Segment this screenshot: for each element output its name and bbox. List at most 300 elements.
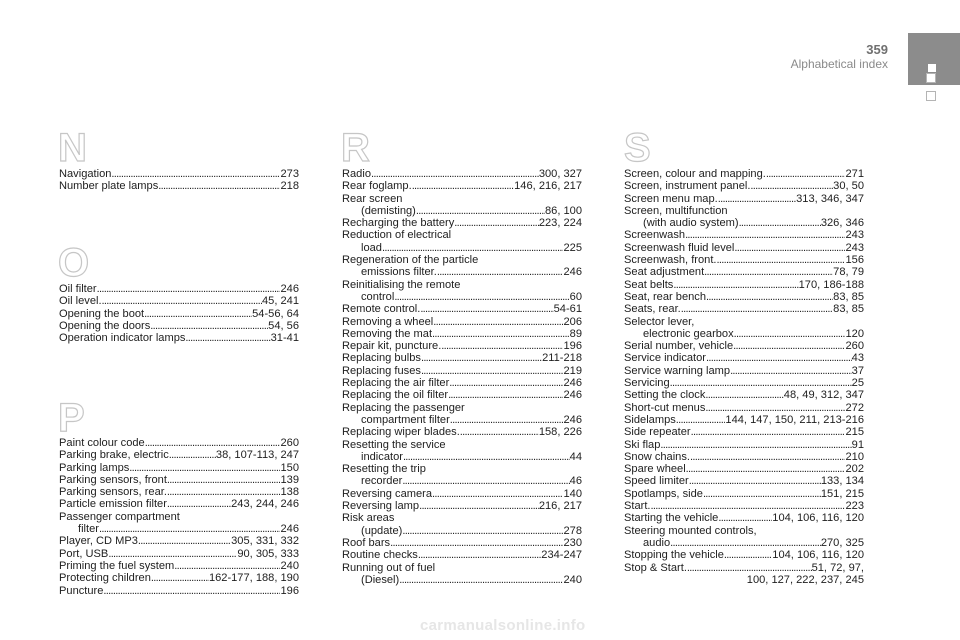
index-entry-pages: 45, 241 [261,295,299,308]
leader-dots [169,449,216,461]
index-entry [624,451,864,463]
index-entry-text: Replacing the passenger [342,401,465,414]
index-entry [59,332,299,344]
leader-dots [151,572,209,584]
index-entry [624,562,864,574]
index-entry-pages: 83, 85 [833,290,864,303]
leader-dots [145,437,281,449]
index-entry-pages: 246 [563,413,582,426]
index-entry-pages: 246 [280,283,299,295]
index-entry-pages: 230 [563,536,582,549]
index-entry [342,574,582,586]
leader-dots [167,474,281,486]
leader-dots [390,537,563,549]
index-entry [624,180,864,192]
index-entry-text: Service warning lamp [624,364,731,377]
index-entry-pages: 38, 107-113, 247 [215,449,299,462]
index-entry-text: Seats, rear. [624,303,681,316]
leader-dots [144,308,252,320]
index-entry-text: Sidelamps [624,413,676,426]
index-entry [342,242,582,254]
index-entry [342,402,582,414]
leader-dots [111,168,280,180]
leader-dots [676,414,726,426]
index-entry [342,180,582,192]
index-entry-pages: 90, 305, 333 [237,547,299,560]
index-entry-pages: 60 [569,290,582,303]
index-entry-text: Replacing the air filter [342,377,450,390]
index-entry-pages: 104, 106, 116, 120 [772,512,864,525]
index-entry [624,426,864,438]
leader-dots [167,486,281,498]
index-entry [624,254,864,266]
index-entry-text: Stopping the vehicle [624,549,724,562]
index-entry-pages: 215 [845,426,864,439]
index-entry-pages: 246 [563,389,582,402]
index-entry-pages: 246 [563,266,582,279]
index-entry [59,180,299,192]
index-entry [342,328,582,340]
index-entry [624,242,864,254]
index-entry-pages: 54, 56 [268,319,299,332]
index-entry-text: Replacing the oil filter [342,389,449,402]
index-entry [59,572,299,584]
letter-heading-n: N [58,126,87,170]
index-entry [624,303,864,315]
leader-dots [690,451,846,463]
index-entry [342,279,582,291]
leader-dots [437,266,564,278]
index-entry [624,365,864,377]
index-entry-text: Parking lamps [59,461,130,474]
index-entry-text: Oil level. [59,295,102,308]
leader-dots [687,562,812,574]
index-entry [342,426,582,438]
index-entry-text: load [361,241,382,254]
index-entry-pages: 260 [280,437,299,449]
leader-dots [686,463,846,475]
index-entry-text: control [361,290,395,303]
leader-dots [432,488,563,500]
index-entry-pages: 83, 85 [833,303,864,316]
index-entry [342,562,582,574]
index-entry-text: Rear foglamp. [342,180,412,193]
leader-dots [419,500,539,512]
leader-dots [421,352,542,364]
index-entry [59,498,299,510]
leader-dots [420,303,553,315]
leader-dots [99,523,281,535]
index-entry-text: Parking sensors, front [59,473,167,486]
leader-dots [717,254,846,266]
index-entry [342,525,582,537]
page-marker-square [926,91,936,101]
index-entry-pages: 156 [845,254,864,267]
index-entry-text: Screen menu map. [624,192,718,205]
leader-dots [670,377,852,389]
index-entry [342,414,582,426]
index-entry [624,352,864,364]
index-entry-text: Repair kit, puncture. [342,340,442,353]
index-entry [624,291,864,303]
index-entry-text: indicator [361,450,403,463]
index-entry-text: (with audio system) [643,217,739,230]
index-entry-text: Seat, rear bench [624,290,707,303]
index-entry-text: Oil filter [59,283,97,295]
index-entry [624,463,864,475]
index-entry-text: Particle emission filter [59,498,167,511]
leader-dots [724,549,772,561]
index-entry-text: Recharging the battery [342,217,455,230]
index-entry-pages: 225 [563,241,582,254]
index-entry-pages: 218 [280,180,299,193]
index-entry-pages: 273 [280,168,299,180]
index-entry-text: (demisting) [361,204,416,217]
index-entry-text: audio [643,536,671,549]
leader-dots [412,180,514,192]
index-entry-pages: 89 [569,327,582,340]
index-entry-text: Screenwash, front. [624,254,717,267]
index-entry-pages: 196 [563,340,582,353]
letter-heading-p: P [58,396,85,440]
index-entry-pages: 240 [563,573,582,586]
index-entry-pages: 46 [569,475,582,488]
index-entry-pages: 78, 79 [833,266,864,279]
leader-dots [460,426,539,438]
index-entry [342,451,582,463]
index-entry-text: Radio [342,168,371,180]
leader-dots [705,389,783,401]
index-entry [59,511,299,523]
index-entry-text: Screen, colour and mapping. [624,168,766,180]
index-entry [624,168,864,180]
leader-dots [681,303,833,315]
index-section-p [59,437,299,597]
index-entry-text: Seat adjustment [624,266,705,279]
index-entry-pages: 25 [851,377,864,390]
index-entry-pages: 219 [563,364,582,377]
index-entry [342,168,582,180]
index-entry-text: Routine checks [342,549,418,562]
index-entry [59,437,299,449]
page-marker-square [926,73,936,83]
index-entry-pages: 37 [851,364,864,377]
index-entry-pages: 216, 217 [538,500,582,513]
leader-dots [185,332,270,344]
index-entry-pages: 48, 49, 312, 347 [783,389,864,402]
leader-dots [718,193,796,205]
index-entry [59,535,299,547]
leader-dots [449,377,563,389]
index-entry-pages: 206 [563,315,582,328]
index-entry-pages: 54-56, 64 [252,307,299,320]
index-entry-text: filter [78,523,99,536]
index-entry-text: Regeneration of the particle [342,254,479,267]
index-entry [59,283,299,295]
leader-dots [174,560,280,572]
index-entry-text: Seat belts [624,278,674,291]
leader-dots [441,340,563,352]
index-entry [624,377,864,389]
leader-dots [402,475,569,487]
index-entry-pages: 305, 331, 332 [231,535,299,548]
index-entry [342,475,582,487]
index-entry-text: Navigation [59,168,112,180]
leader-dots [706,291,833,303]
index-entry-text: Passenger compartment [59,510,180,523]
leader-dots [706,352,852,364]
index-entry-text: Protecting children [59,572,151,585]
index-entry-text: Snow chains. [624,450,690,463]
index-entry-text: recorder [361,475,403,488]
index-entry-pages: 43 [851,352,864,365]
index-entry-text: Parking brake, electric [59,449,169,462]
index-entry-pages: 196 [280,584,299,597]
leader-dots [750,180,833,192]
index-entry-text: Remote control. [342,303,421,316]
index-entry-pages: 272 [845,401,864,414]
index-entry-text: Replacing fuses [342,364,421,377]
leader-dots [689,475,821,487]
index-entry [342,254,582,266]
index-entry-text: Player, CD MP3 [59,535,138,548]
leader-dots [734,242,845,254]
leader-dots [691,426,846,438]
leader-dots [433,316,563,328]
index-entry-text: Resetting the trip [342,463,426,476]
index-entry-text: Screenwash [624,229,686,242]
index-entry [342,205,582,217]
leader-dots [448,389,563,401]
index-entry-pages: 162-177, 188, 190 [208,572,299,585]
index-entry [342,193,582,205]
index-entry [624,574,864,586]
index-entry-text: Steering mounted controls, [624,524,757,537]
index-entry-text: Starting the vehicle [624,512,719,525]
leader-dots [454,217,539,229]
index-entry [59,486,299,498]
index-entry [342,389,582,401]
leader-dots [685,229,845,241]
index-entry-pages: 278 [563,524,582,537]
index-entry-text: Reinitialising the remote [342,278,461,291]
leader-dots [704,266,833,278]
leader-dots [394,291,569,303]
index-entry-pages: 31-41 [270,332,299,345]
index-entry-pages: 120 [845,327,864,340]
index-entry-text: Side repeater [624,426,691,439]
leader-dots [167,498,231,510]
corner-tab-mark [928,64,936,72]
index-entry-pages: 140 [563,487,582,500]
index-entry [342,229,582,241]
index-entry-pages: 44 [569,450,582,463]
index-entry-pages: 246 [563,377,582,390]
index-entry-text: Selector lever, [624,315,695,328]
index-entry-text: Rear screen [342,192,403,205]
leader-dots [158,180,280,192]
index-entry-text: Screenwash fluid level [624,241,735,254]
index-entry [342,340,582,352]
index-entry-text: Operation indicator lamps [59,332,186,345]
index-entry-pages: 260 [845,340,864,353]
index-entry [342,463,582,475]
index-entry [624,205,864,217]
leader-dots [138,535,231,547]
index-entry-text: (Diesel) [361,573,400,586]
index-entry-pages: 104, 106, 116, 120 [772,549,864,562]
leader-dots [371,168,539,180]
index-entry-text: Number plate lamps [59,180,159,193]
index-entry [59,308,299,320]
leader-dots [651,500,846,512]
index-entry-text: Running out of fuel [342,561,436,574]
section-title: Alphabetical index [790,57,888,71]
index-entry [59,548,299,560]
index-entry [624,414,864,426]
index-entry-text: Spare wheel [624,463,686,476]
index-entry-text: Speed limiter [624,475,689,488]
leader-dots [450,414,564,426]
index-entry [342,303,582,315]
leader-dots [734,328,846,340]
leader-dots [102,295,262,307]
index-entry [342,488,582,500]
index-entry-text: Risk areas [342,512,395,525]
index-entry-text: Priming the fuel system [59,559,175,572]
index-entry-pages: 202 [845,463,864,476]
index-entry-text: Parking sensors, rear. [59,486,167,499]
index-entry [59,295,299,307]
leader-dots [703,488,821,500]
index-entry [624,328,864,340]
index-entry-text: Reversing lamp [342,500,420,513]
leader-dots [705,402,845,414]
index-entry-text: (update) [361,524,403,537]
leader-dots [418,549,541,561]
index-entry [342,316,582,328]
index-entry-text: Opening the doors [59,319,151,332]
index-entry-pages: 54-61 [553,303,582,316]
index-entry-text: Screen, instrument panel. [624,180,751,193]
index-entry [624,549,864,561]
index-entry-pages: 300, 327 [538,168,582,180]
leader-dots [766,168,846,180]
index-entry [59,474,299,486]
index-entry-text: Setting the clock [624,389,706,402]
index-entry-pages: 234-247 [541,549,582,562]
page-number: 359 [866,42,888,57]
index-entry-pages: 151, 215 [820,487,864,500]
leader-dots [97,283,281,295]
leader-dots [103,585,280,597]
leader-dots [739,217,821,229]
index-entry-pages: 223 [845,500,864,513]
index-entry-pages: 313, 346, 347 [796,192,864,205]
index-entry [624,340,864,352]
index-entry-text: Service indicator [624,352,707,365]
letter-heading-r: R [341,126,370,170]
leader-dots [150,320,268,332]
index-entry [624,475,864,487]
index-entry-pages: 146, 216, 217 [514,180,582,193]
index-entry [59,560,299,572]
index-entry-pages: 240 [280,559,299,572]
index-entry [59,462,299,474]
index-entry-text: Ski flap [624,438,661,451]
index-entry-pages: 243, 244, 246 [231,498,299,511]
index-entry-pages: 30, 50 [833,180,864,193]
index-entry-pages: 246 [280,523,299,536]
index-entry-pages: 243 [845,241,864,254]
index-entry-text: Port, USB [59,547,109,560]
index-entry [342,291,582,303]
index-entry-pages: 271 [845,168,864,180]
leader-dots [108,548,237,560]
leader-dots [416,205,545,217]
index-entry [59,320,299,332]
watermark: carmanualsonline.info [420,617,586,634]
index-entry-text: Replacing bulbs [342,352,421,365]
leader-dots [733,340,845,352]
leader-dots [382,242,564,254]
index-entry-text: electronic gearbox [643,327,734,340]
index-entry-text: Paint colour code [59,437,145,449]
leader-dots [673,279,798,291]
index-entry [624,193,864,205]
index-entry [624,217,864,229]
leader-dots [399,574,563,586]
leader-dots [660,439,851,451]
index-entry [342,512,582,524]
index-entry-pages: 86, 100 [544,204,582,217]
index-entry-text: emissions filter. [361,266,437,279]
leader-dots [403,451,570,463]
index-entry-pages: 150 [280,461,299,474]
index-entry [624,439,864,451]
leader-dots [421,365,564,377]
index-entry [342,439,582,451]
index-section-o [59,283,299,344]
index-entry [342,537,582,549]
index-entry-text: Servicing [624,377,670,390]
index-entry-pages: 91 [851,438,864,451]
leader-dots [730,365,852,377]
index-entry-pages: 158, 226 [538,426,582,439]
index-entry-text: Resetting the service [342,438,446,451]
index-entry [624,537,864,549]
index-entry-pages: 51, 72, 97, [811,561,864,574]
index-entry [624,512,864,524]
index-entry [342,266,582,278]
index-entry-text: Screen, multifunction [624,204,728,217]
index-entry-text: Removing a wheel [342,315,434,328]
index-entry [59,168,299,180]
leader-dots [129,462,280,474]
index-entry-pages: 139 [280,473,299,486]
index-entry-pages: 133, 134 [820,475,864,488]
index-entry-pages: 243 [845,229,864,242]
index-section-n [59,168,299,193]
index-entry-pages: 211-218 [542,352,582,365]
index-entry-text: 100, 127, 222, 237, 245 [746,573,864,586]
index-entry [624,229,864,241]
index-entry [342,352,582,364]
letter-heading-o: O [58,241,90,285]
index-entry [59,523,299,535]
index-entry-pages: 144, 147, 150, 211, 213-216 [725,413,864,426]
index-entry-pages: 210 [845,450,864,463]
